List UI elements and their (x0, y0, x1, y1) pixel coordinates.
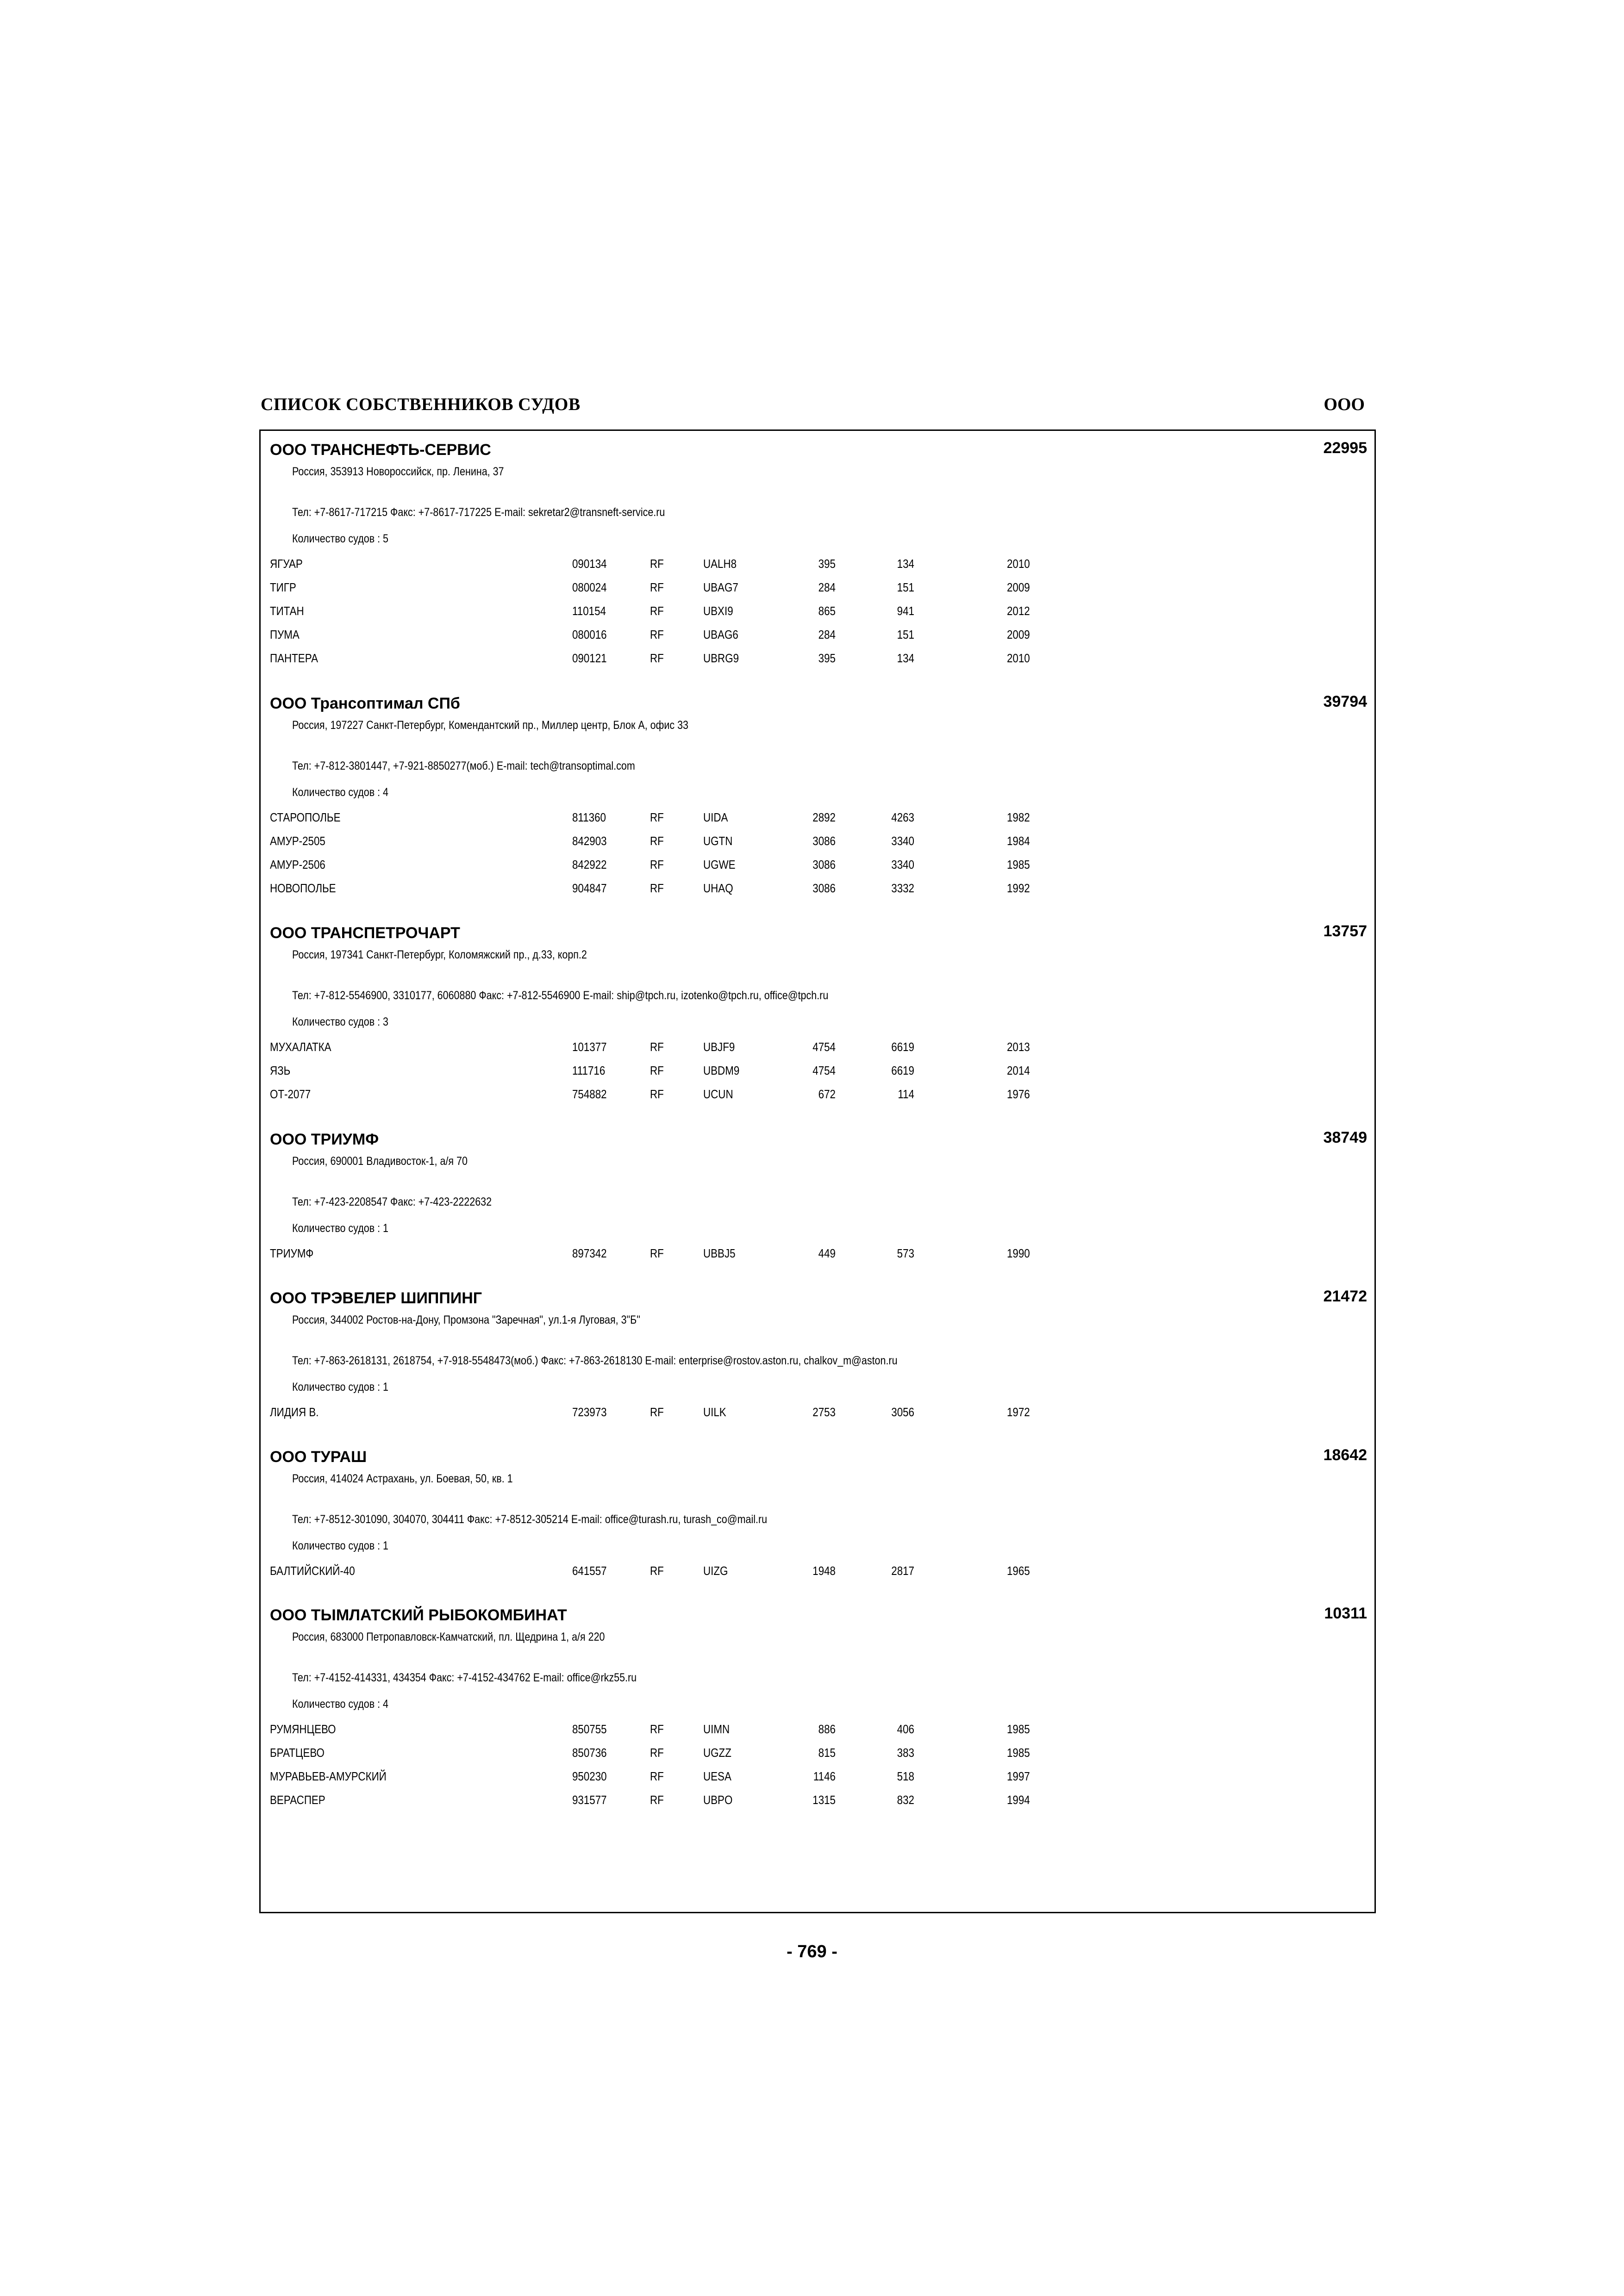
vessel-count: Количество судов : 1 (292, 1381, 389, 1394)
vessel-year: 2014 (1007, 1064, 1030, 1077)
vessel-flag: RF (650, 1722, 664, 1736)
vessel-dwt: 3340 (891, 834, 914, 848)
company-id: 38749 (1323, 1129, 1367, 1146)
vessel-reg-number: 904847 (572, 881, 607, 895)
vessel-flag: RF (650, 580, 664, 594)
vessel-gt: 284 (818, 628, 836, 641)
vessel-name: ОТ-2077 (270, 1087, 311, 1101)
vessel-year: 1972 (1007, 1405, 1030, 1419)
vessel-gt: 395 (818, 651, 836, 665)
vessel-flag: RF (650, 628, 664, 641)
vessel-year: 1976 (1007, 1087, 1030, 1101)
vessel-name: АМУР-2506 (270, 858, 325, 871)
vessel-reg-number: 950230 (572, 1769, 607, 1783)
vessel-row (261, 1746, 1374, 1764)
vessel-gt: 672 (818, 1087, 836, 1101)
vessel-year: 2013 (1007, 1040, 1030, 1054)
page-number: - 769 - (787, 1942, 837, 1961)
vessel-count: Количество судов : 1 (292, 1539, 389, 1552)
vessel-year: 1985 (1007, 858, 1030, 871)
vessel-name: ЛИДИЯ В. (270, 1405, 319, 1419)
vessel-reg-number: 850755 (572, 1722, 607, 1736)
vessel-dwt: 3340 (891, 858, 914, 871)
vessel-year: 1997 (1007, 1769, 1030, 1783)
vessel-name: ТИТАН (270, 604, 304, 618)
vessel-flag: RF (650, 810, 664, 824)
company-name: ООО ТРИУМФ (270, 1131, 379, 1148)
vessel-year: 2009 (1007, 580, 1030, 594)
vessel-dwt: 134 (897, 557, 914, 571)
page-header-section: ООО (1324, 395, 1365, 414)
vessel-year: 1982 (1007, 810, 1030, 824)
company-contacts: Тел: +7-8617-717215 Факс: +7-8617-717225 E-mail: sekretar2@transneft-service.ru (292, 506, 665, 519)
vessel-name: ПАНТЕРА (270, 651, 319, 665)
company-id: 18642 (1323, 1446, 1367, 1464)
vessel-name: СТАРОПОЛЬЕ (270, 810, 341, 824)
vessel-call-sign: UGZZ (703, 1746, 731, 1760)
vessel-flag: RF (650, 604, 664, 618)
vessel-year: 1984 (1007, 834, 1030, 848)
vessel-reg-number: 111716 (572, 1064, 606, 1077)
vessel-gt: 2753 (812, 1405, 836, 1419)
vessel-year: 1992 (1007, 881, 1030, 895)
company-address: Россия, 197227 Санкт-Петербург, Комендантский пр., Миллер центр, Блок А, офис 33 (292, 719, 688, 732)
vessel-name: НОВОПОЛЬЕ (270, 881, 336, 895)
vessel-dwt: 151 (897, 628, 914, 641)
company-name: ООО ТРАНСНЕФТЬ-СЕРВИС (270, 441, 491, 459)
company-contacts: Тел: +7-423-2208547 Факс: +7-423-2222632 (292, 1195, 492, 1208)
vessel-flag: RF (650, 1087, 664, 1101)
vessel-call-sign: UESA (703, 1769, 731, 1783)
vessel-flag: RF (650, 557, 664, 571)
vessel-flag: RF (650, 834, 664, 848)
company-id: 21472 (1323, 1288, 1367, 1305)
vessel-call-sign: UCUN (703, 1087, 733, 1101)
company-address: Россия, 414024 Астрахань, ул. Боевая, 50, кв. 1 (292, 1472, 513, 1485)
vessel-dwt: 4263 (891, 810, 914, 824)
vessel-gt: 1315 (812, 1793, 836, 1807)
vessel-count: Количество судов : 3 (292, 1015, 389, 1028)
vessel-reg-number: 842903 (572, 834, 607, 848)
owners-list-frame (259, 429, 1376, 1913)
vessel-call-sign: UBJF9 (703, 1040, 735, 1054)
vessel-year: 1985 (1007, 1746, 1030, 1760)
vessel-gt: 4754 (812, 1040, 836, 1054)
vessel-call-sign: UHAQ (703, 881, 733, 895)
vessel-gt: 3086 (812, 858, 836, 871)
vessel-call-sign: UIDA (703, 810, 728, 824)
vessel-reg-number: 723973 (572, 1405, 607, 1419)
vessel-call-sign: UILK (703, 1405, 726, 1419)
vessel-gt: 2892 (812, 810, 836, 824)
vessel-row (261, 628, 1374, 646)
vessel-row (261, 557, 1374, 575)
vessel-year: 2010 (1007, 557, 1030, 571)
vessel-dwt: 3332 (891, 881, 914, 895)
vessel-flag: RF (650, 1746, 664, 1760)
company-name: ООО ТЫМЛАТСКИЙ РЫБОКОМБИНАТ (270, 1606, 567, 1624)
vessel-row (261, 881, 1374, 900)
company-contacts: Тел: +7-863-2618131, 2618754, +7-918-5548473(моб.) Факс: +7-863-2618130 E-mail: enterprise@rostov.aston.ru, chalkov_m@aston.ru (292, 1354, 898, 1367)
vessel-dwt: 151 (897, 580, 914, 594)
vessel-dwt: 2817 (891, 1564, 914, 1578)
vessel-row (261, 580, 1374, 599)
company-name: ООО ТРАНСПЕТРОЧАРТ (270, 924, 460, 942)
vessel-call-sign: UBXI9 (703, 604, 733, 618)
vessel-row (261, 1793, 1374, 1811)
vessel-year: 1965 (1007, 1564, 1030, 1578)
vessel-row (261, 1722, 1374, 1741)
company-name: ООО Трансоптимал СПб (270, 695, 460, 712)
vessel-name: ТРИУМФ (270, 1246, 314, 1260)
vessel-dwt: 406 (897, 1722, 914, 1736)
vessel-call-sign: UGWE (703, 858, 736, 871)
vessel-gt: 3086 (812, 881, 836, 895)
vessel-gt: 886 (818, 1722, 836, 1736)
vessel-year: 2009 (1007, 628, 1030, 641)
vessel-reg-number: 080016 (572, 628, 607, 641)
vessel-call-sign: UBBJ5 (703, 1246, 736, 1260)
vessel-name: ЯГУАР (270, 557, 303, 571)
vessel-reg-number: 090134 (572, 557, 607, 571)
vessel-row (261, 651, 1374, 670)
vessel-dwt: 832 (897, 1793, 914, 1807)
vessel-gt: 815 (818, 1746, 836, 1760)
vessel-call-sign: UIMN (703, 1722, 730, 1736)
vessel-reg-number: 080024 (572, 580, 607, 594)
vessel-name: БРАТЦЕВО (270, 1746, 325, 1760)
vessel-flag: RF (650, 1040, 664, 1054)
vessel-row (261, 1769, 1374, 1788)
vessel-gt: 1948 (812, 1564, 836, 1578)
company-id: 39794 (1323, 693, 1367, 710)
vessel-call-sign: UBRG9 (703, 651, 739, 665)
vessel-call-sign: UBPO (703, 1793, 733, 1807)
vessel-gt: 395 (818, 557, 836, 571)
vessel-row (261, 1064, 1374, 1082)
vessel-count: Количество судов : 5 (292, 532, 389, 545)
company-id: 22995 (1323, 439, 1367, 457)
company-id: 10311 (1324, 1605, 1367, 1622)
vessel-count: Количество судов : 1 (292, 1222, 389, 1235)
vessel-reg-number: 931577 (572, 1793, 607, 1807)
vessel-name: ТИГР (270, 580, 296, 594)
vessel-dwt: 3056 (891, 1405, 914, 1419)
vessel-call-sign: UIZG (703, 1564, 728, 1578)
vessel-reg-number: 897342 (572, 1246, 607, 1260)
vessel-dwt: 383 (897, 1746, 914, 1760)
vessel-name: ПУМА (270, 628, 300, 641)
vessel-row (261, 1040, 1374, 1058)
vessel-gt: 1146 (813, 1769, 836, 1783)
vessel-year: 2010 (1007, 651, 1030, 665)
vessel-gt: 3086 (812, 834, 836, 848)
vessel-flag: RF (650, 881, 664, 895)
vessel-flag: RF (650, 1793, 664, 1807)
company-address: Россия, 197341 Санкт-Петербург, Коломяжский пр., д.33, корп.2 (292, 948, 587, 961)
vessel-row (261, 1246, 1374, 1265)
vessel-name: ЯЗЬ (270, 1064, 291, 1077)
company-name: ООО ТУРАШ (270, 1448, 367, 1466)
vessel-dwt: 6619 (891, 1040, 914, 1054)
vessel-reg-number: 850736 (572, 1746, 607, 1760)
vessel-name: АМУР-2505 (270, 834, 325, 848)
company-name: ООО ТРЭВЕЛЕР ШИППИНГ (270, 1289, 482, 1307)
vessel-year: 1985 (1007, 1722, 1030, 1736)
vessel-reg-number: 842922 (572, 858, 607, 871)
vessel-call-sign: UBAG6 (703, 628, 738, 641)
vessel-flag: RF (650, 1246, 664, 1260)
vessel-dwt: 134 (897, 651, 914, 665)
vessel-row (261, 1405, 1374, 1424)
company-address: Россия, 353913 Новороссийск, пр. Ленина, 37 (292, 465, 504, 478)
vessel-dwt: 573 (897, 1246, 914, 1260)
vessel-gt: 4754 (812, 1064, 836, 1077)
vessel-call-sign: UBAG7 (703, 580, 738, 594)
vessel-name: БАЛТИЙСКИЙ-40 (270, 1564, 355, 1578)
vessel-year: 2012 (1007, 604, 1030, 618)
vessel-row (261, 1564, 1374, 1582)
vessel-name: ВЕРАСПЕР (270, 1793, 325, 1807)
company-contacts: Тел: +7-812-5546900, 3310177, 6060880 Факс: +7-812-5546900 E-mail: ship@tpch.ru, izotenko@tpch.ru, office@tpch.ru (292, 989, 829, 1002)
vessel-row (261, 834, 1374, 852)
page-header-title: СПИСОК СОБСТВЕННИКОВ СУДОВ (261, 395, 581, 414)
company-address: Россия, 683000 Петропавловск-Камчатский, пл. Щедрина 1, а/я 220 (292, 1630, 605, 1643)
vessel-name: МУРАВЬЕВ-АМУРСКИЙ (270, 1769, 387, 1783)
vessel-reg-number: 811360 (572, 810, 606, 824)
vessel-reg-number: 641557 (572, 1564, 607, 1578)
company-contacts: Тел: +7-8512-301090, 304070, 304411 Факс: +7-8512-305214 E-mail: office@turash.ru, turash_co@mail.ru (292, 1513, 768, 1526)
vessel-reg-number: 110154 (572, 604, 606, 618)
vessel-call-sign: UBDM9 (703, 1064, 740, 1077)
vessel-row (261, 604, 1374, 622)
vessel-year: 1994 (1007, 1793, 1030, 1807)
vessel-name: МУХАЛАТКА (270, 1040, 331, 1054)
vessel-reg-number: 101377 (572, 1040, 607, 1054)
vessel-call-sign: UGTN (703, 834, 733, 848)
vessel-reg-number: 090121 (572, 651, 607, 665)
vessel-count: Количество судов : 4 (292, 1698, 389, 1711)
vessel-gt: 284 (818, 580, 836, 594)
vessel-flag: RF (650, 1564, 664, 1578)
company-contacts: Тел: +7-4152-414331, 434354 Факс: +7-4152-434762 E-mail: office@rkz55.ru (292, 1671, 637, 1684)
vessel-name: РУМЯНЦЕВО (270, 1722, 336, 1736)
vessel-year: 1990 (1007, 1246, 1030, 1260)
vessel-row (261, 1087, 1374, 1106)
company-contacts: Тел: +7-812-3801447, +7-921-8850277(моб.) E-mail: tech@transoptimal.com (292, 759, 635, 772)
vessel-flag: RF (650, 651, 664, 665)
vessel-row (261, 810, 1374, 829)
vessel-count: Количество судов : 4 (292, 786, 389, 799)
vessel-flag: RF (650, 1064, 664, 1077)
company-address: Россия, 690001 Владивосток-1, а/я 70 (292, 1155, 468, 1168)
company-address: Россия, 344002 Ростов-на-Дону, Промзона "Заречная", ул.1-я Луговая, 3"Б" (292, 1313, 640, 1326)
vessel-dwt: 6619 (891, 1064, 914, 1077)
company-id: 13757 (1323, 922, 1367, 940)
vessel-flag: RF (650, 1405, 664, 1419)
vessel-dwt: 114 (898, 1087, 914, 1101)
vessel-gt: 449 (818, 1246, 836, 1260)
vessel-row (261, 858, 1374, 876)
vessel-dwt: 518 (897, 1769, 914, 1783)
vessel-call-sign: UALH8 (703, 557, 737, 571)
vessel-reg-number: 754882 (572, 1087, 607, 1101)
vessel-flag: RF (650, 858, 664, 871)
vessel-gt: 865 (818, 604, 836, 618)
vessel-flag: RF (650, 1769, 664, 1783)
vessel-dwt: 941 (897, 604, 914, 618)
